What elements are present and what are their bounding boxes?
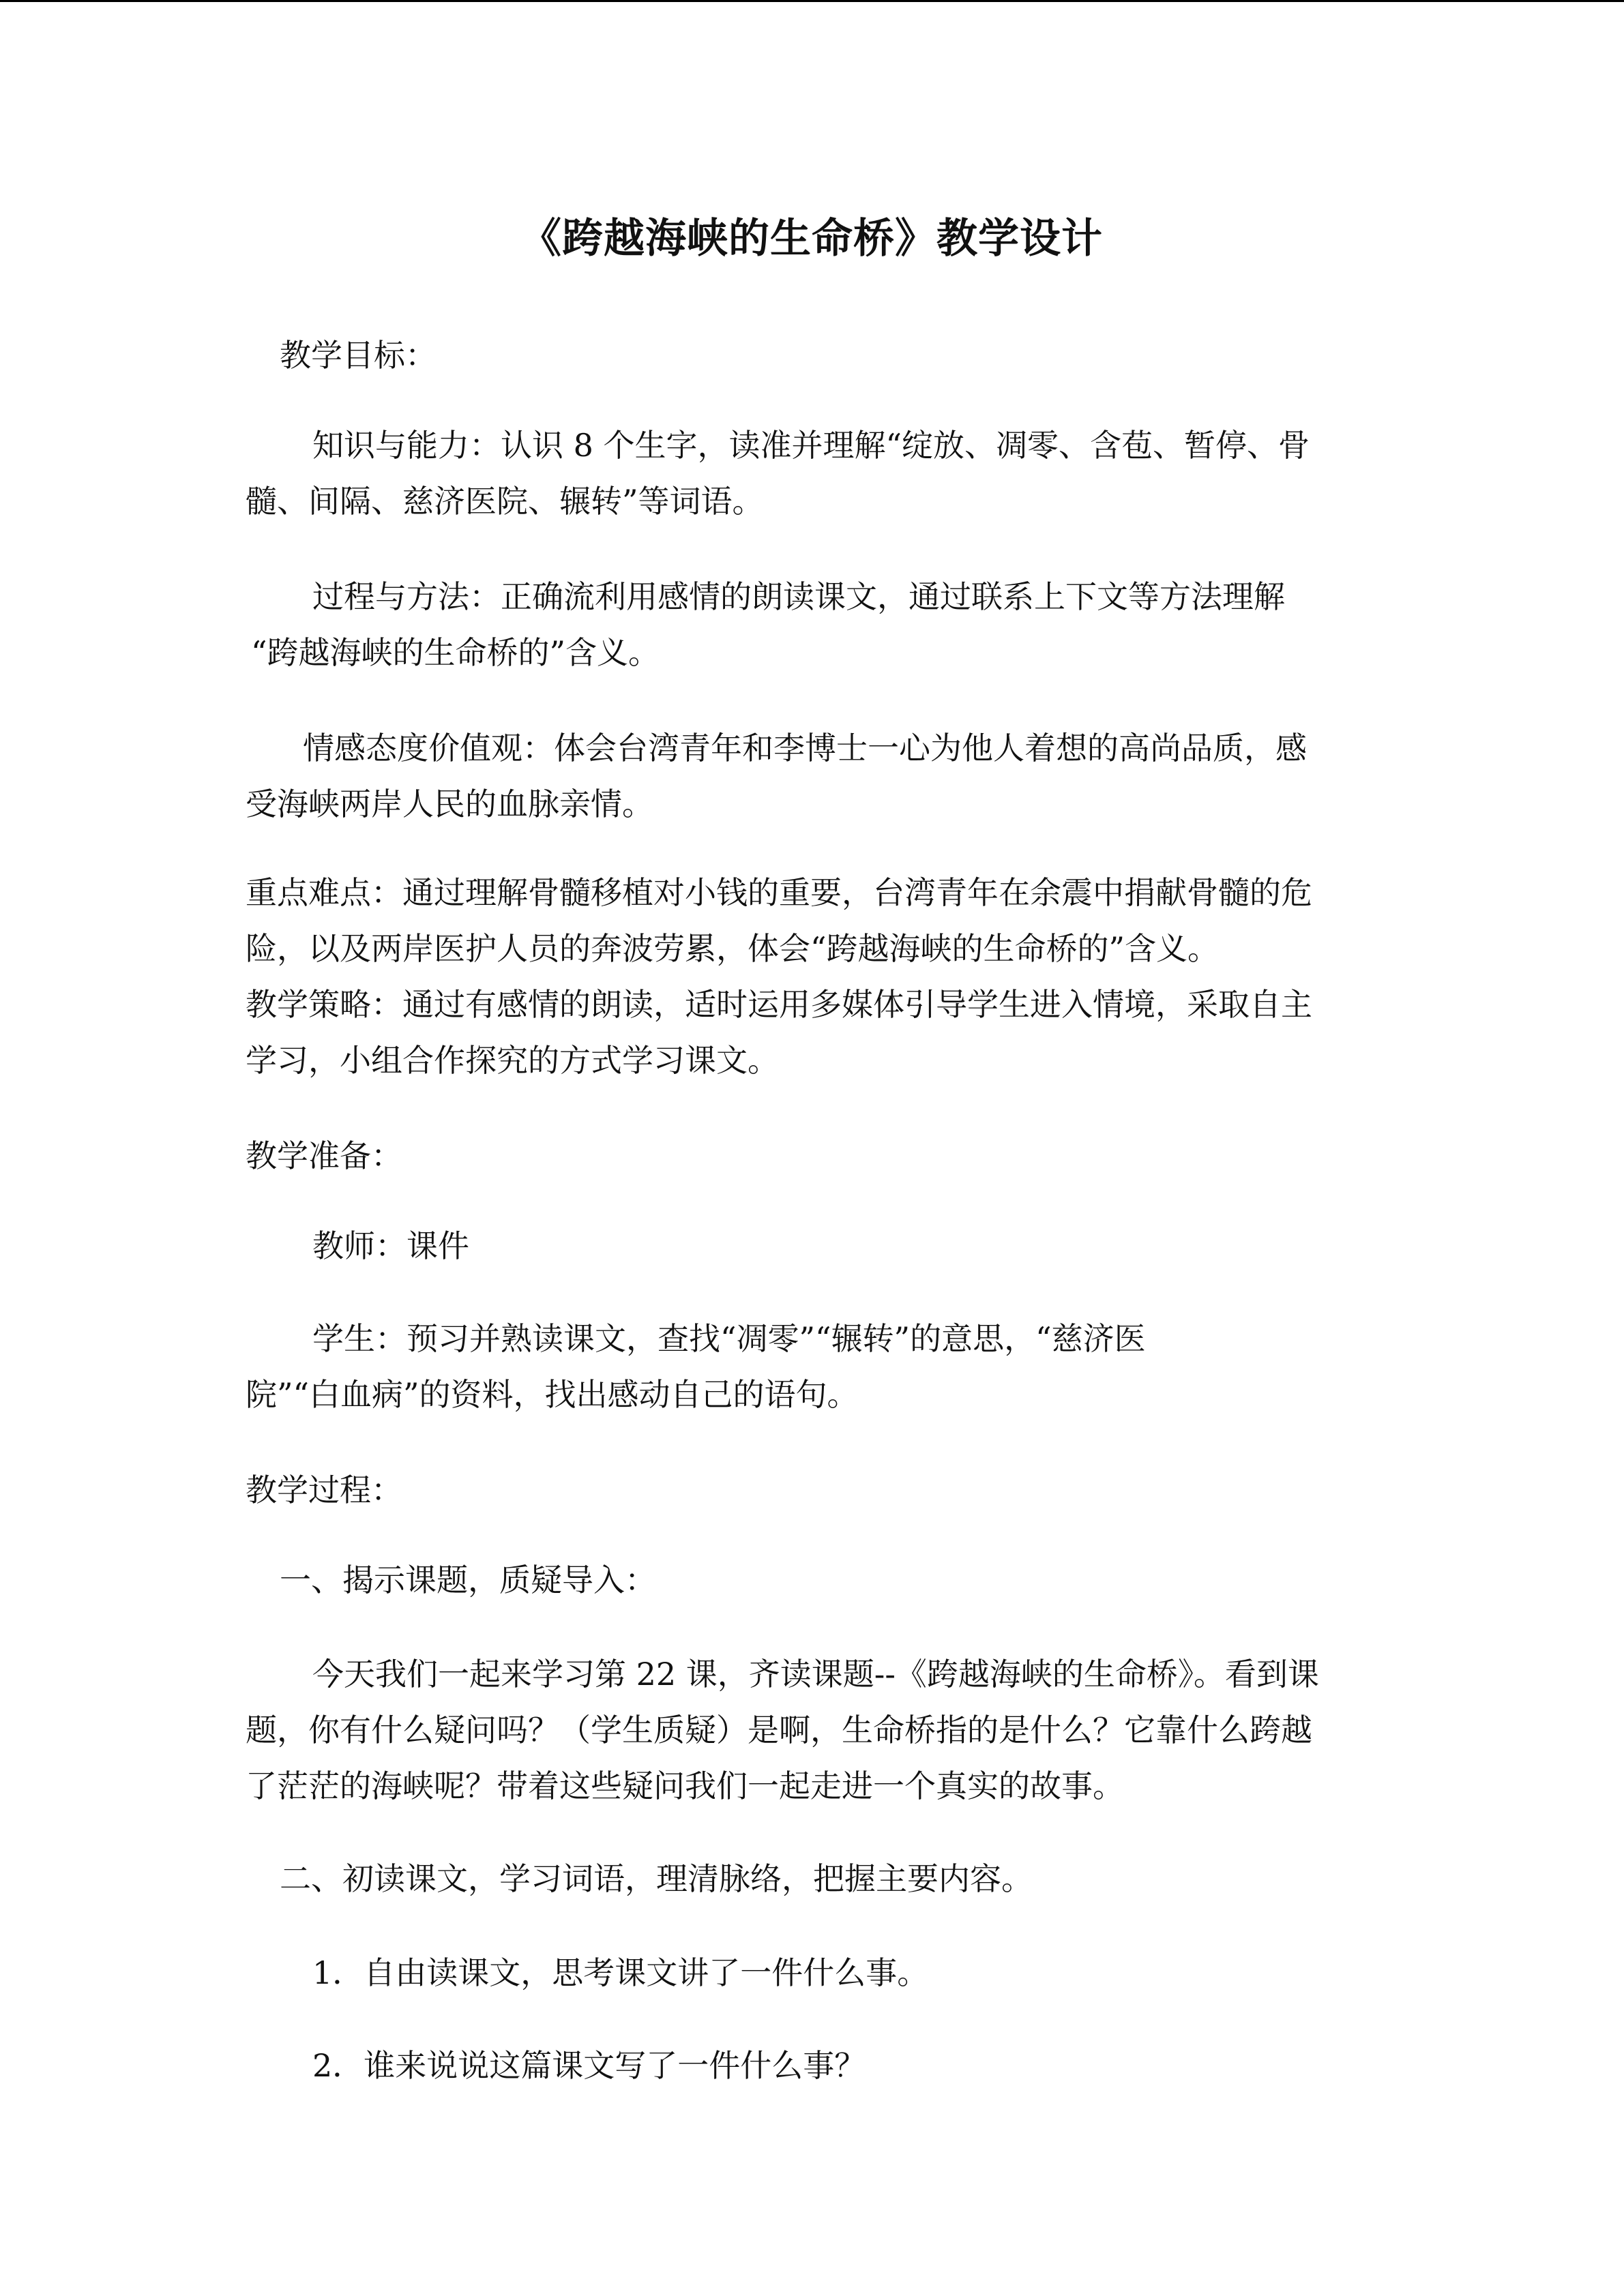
document-title: 《跨越海峡的生命桥》教学设计 [520,215,1103,263]
objectives-heading: 教学目标： [280,337,437,374]
key-points-paragraph [246,865,1378,976]
paragraph-line: 院”“白血病”的资料，找出感动自己的语句。 [246,1376,859,1413]
step-one-paragraph [246,1646,1378,1814]
teacher-preparation: 教师：课件 [312,1227,469,1264]
preparation-heading: 教学准备： [246,1137,402,1174]
paragraph-line: 过程与方法：正确流利用感情的朗读课文，通过联系上下文等方法理解 [312,578,1285,615]
paragraph-line: “跨越海峡的生命桥的”含义。 [251,634,660,671]
paragraph-line: 学生：预习并熟读课文，查找“凋零”“辗转”的意思，“慈济医 [312,1320,1146,1357]
paragraph-line: 题，你有什么疑问吗？（学生质疑）是啊，生命桥指的是什么？它靠什么跨越 [246,1712,1312,1748]
step-one-heading: 一、揭示课题，质疑导入： [280,1562,656,1598]
knowledge-ability-paragraph [246,417,1378,529]
paragraph-line: 受海峡两岸人民的血脉亲情。 [246,786,653,822]
paragraph-line: 了茫茫的海峡呢？带着这些疑问我们一起走进一个真实的故事。 [246,1768,1124,1804]
document-page [246,0,1378,2296]
process-method-paragraph [246,569,1378,681]
student-preparation-paragraph [246,1311,1378,1422]
emotion-values-paragraph [246,720,1378,832]
paragraph-line: 知识与能力：认识 8 个生字，读准并理解“绽放、凋零、含苞、暂停、骨 [312,427,1310,464]
step-two-heading: 二、初读课文，学习词语，理清脉络，把握主要内容。 [280,1860,1033,1897]
paragraph-line: 情感态度价值观：体会台湾青年和李博士一心为他人着想的高尚品质，感 [303,730,1307,766]
paragraph-line: 学习，小组合作探究的方式学习课文。 [246,1042,779,1079]
teaching-strategy-paragraph [246,976,1378,1088]
paragraph-line: 重点难点：通过理解骨髓移植对小钱的重要，台湾青年在余震中捐献骨髓的危 [246,874,1312,911]
step-two-item-1: 1．自由读课文，思考课文讲了一件什么事。 [312,1954,929,1991]
paragraph-line: 髓、间隔、慈济医院、辗转”等词语。 [246,483,764,520]
paragraph-line: 今天我们一起来学习第 22 课，齐读课题--《跨越海峡的生命桥》。看到课 [312,1656,1319,1693]
paragraph-line: 教学策略：通过有感情的朗读，适时运用多媒体引导学生进入情境，采取自主 [246,986,1312,1023]
paragraph-line: 险，以及两岸医护人员的奔波劳累，体会“跨越海峡的生命桥的”含义。 [246,930,1220,967]
step-two-item-2: 2．谁来说说这篇课文写了一件什么事？ [312,2047,866,2084]
process-heading: 教学过程： [246,1472,402,1508]
